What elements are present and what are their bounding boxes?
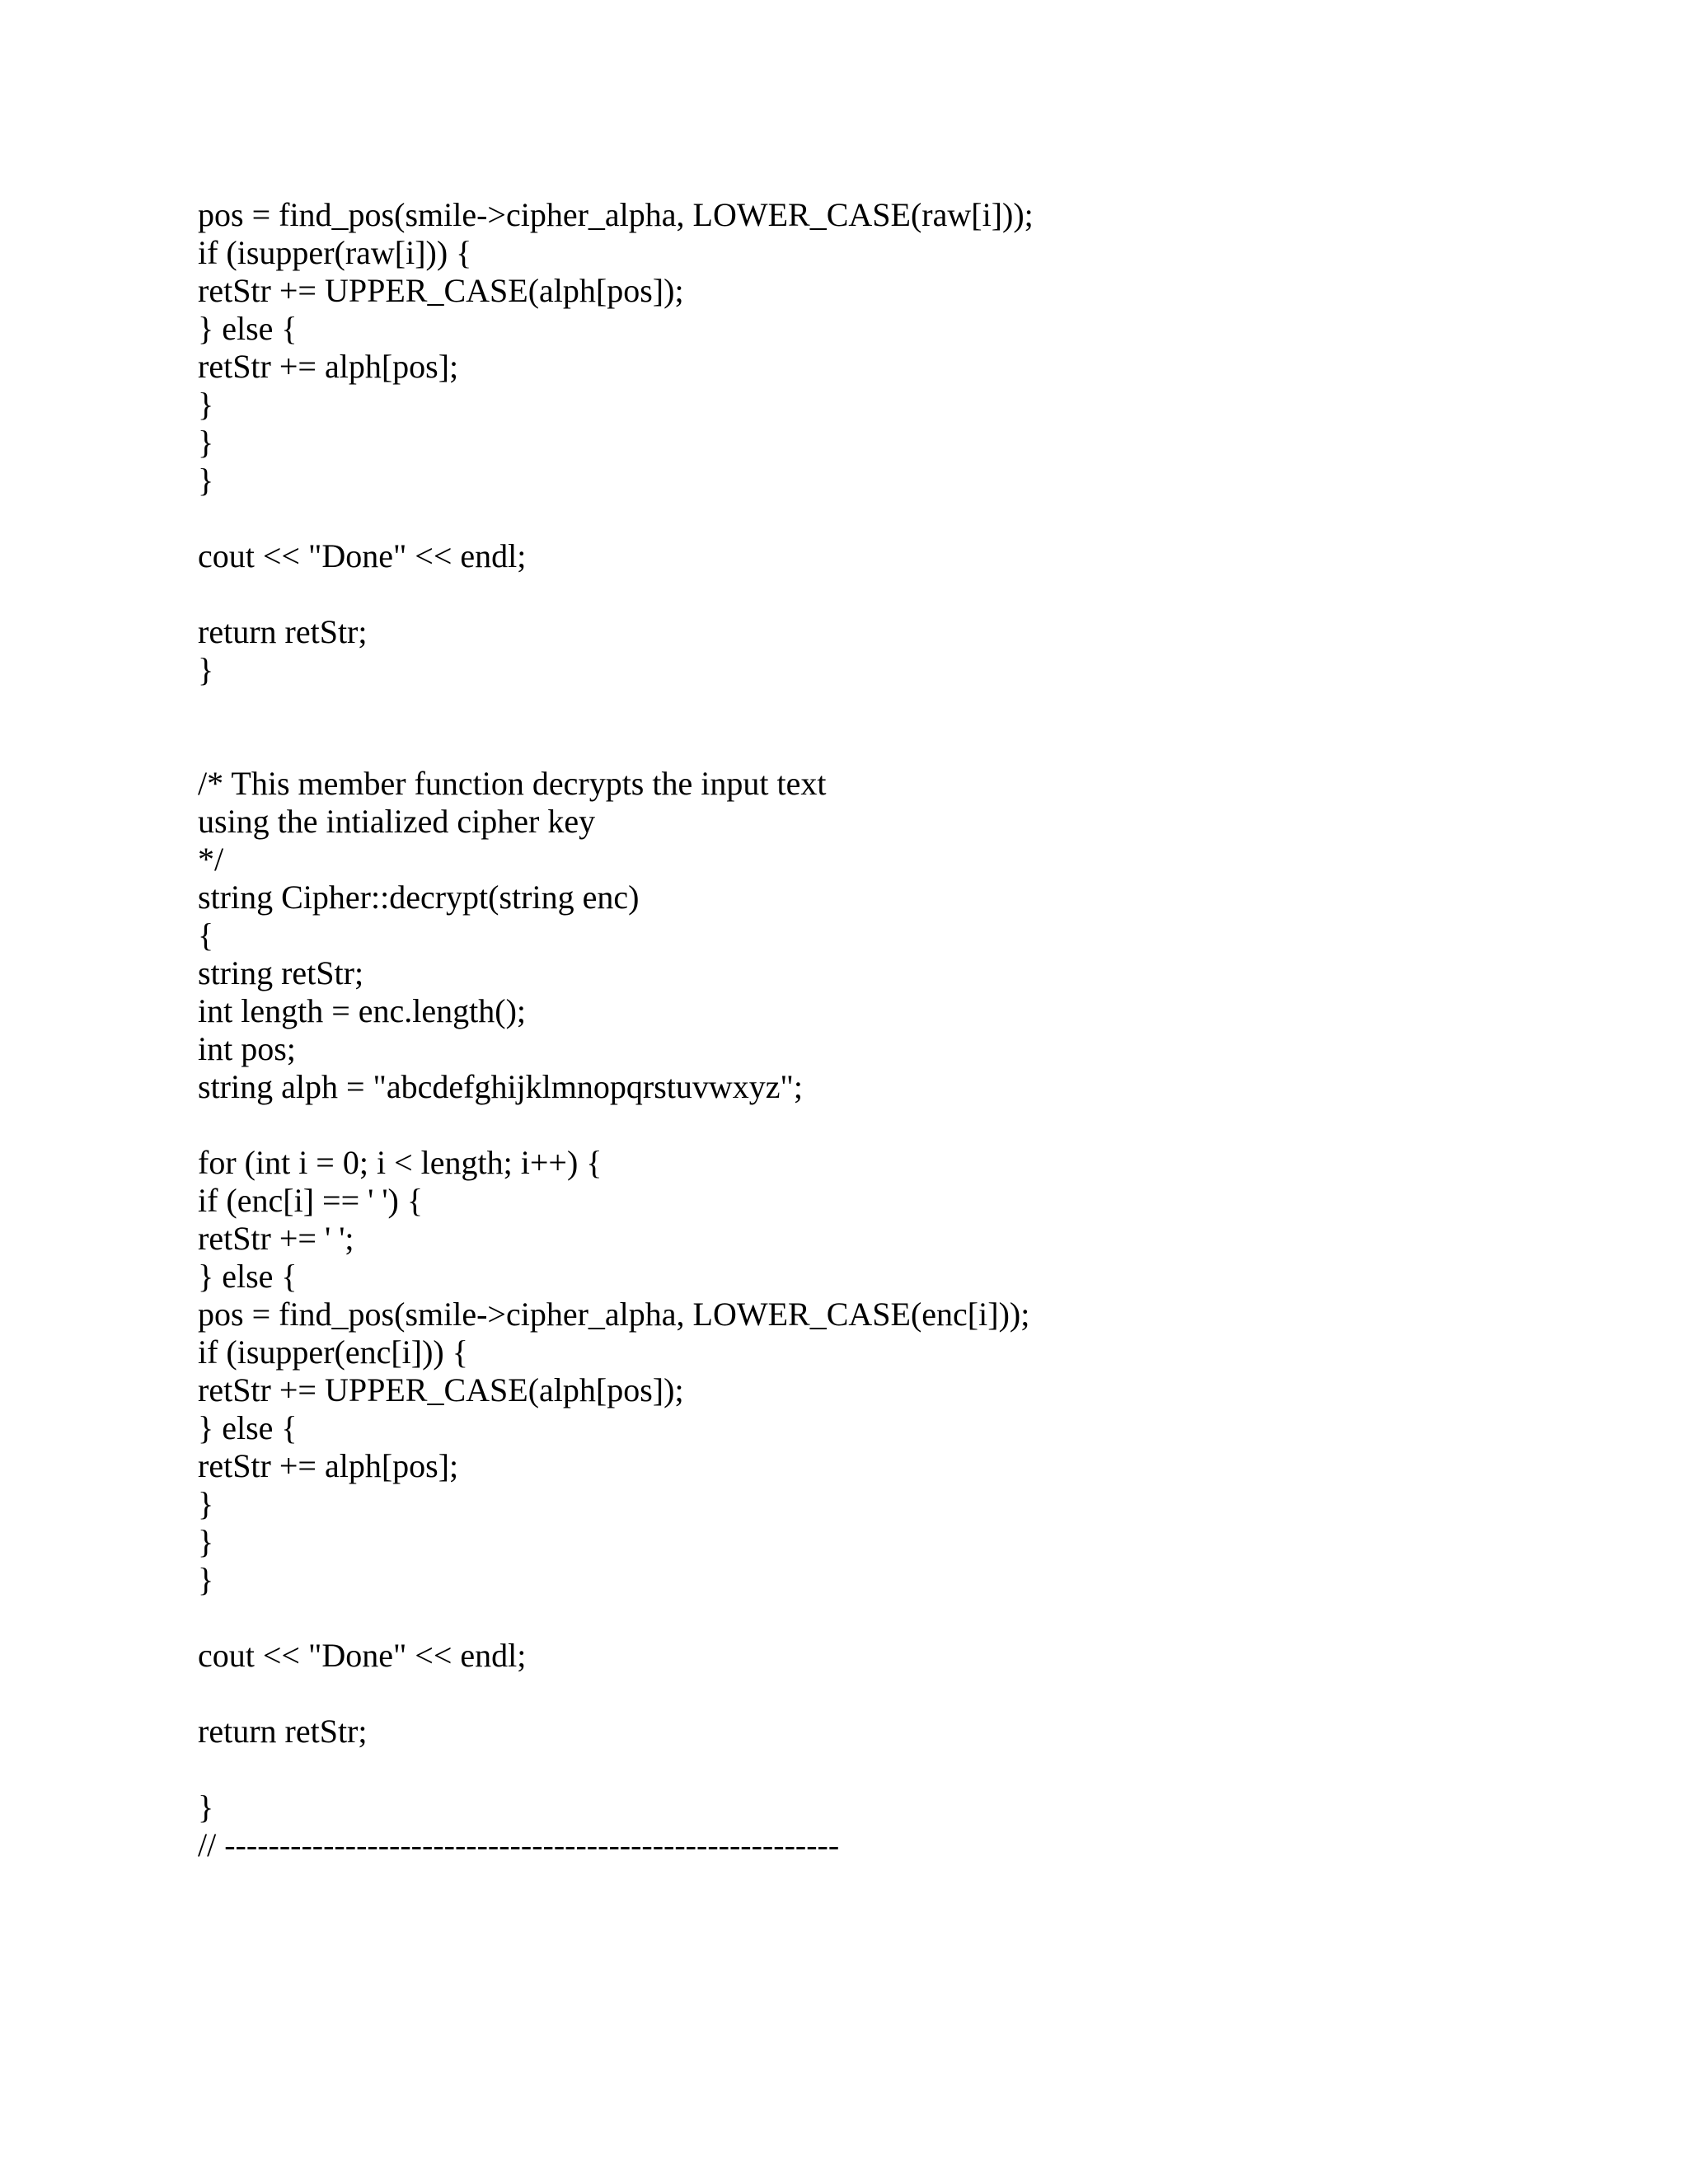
blank-line (198, 727, 1034, 765)
code-line: } (198, 1788, 214, 1825)
code-line: /* This member function decrypts the input text (198, 765, 827, 802)
blank-line (198, 575, 1034, 613)
code-line: pos = find_pos(smile->cipher_alpha, LOWER_CASE(enc[i])); (198, 1296, 1030, 1333)
code-line: string alph = "abcdefghijklmnopqrstuvwxyz"; (198, 1068, 803, 1105)
code-line: retStr += UPPER_CASE(alph[pos]); (198, 1371, 684, 1408)
code-line: { (198, 916, 214, 954)
code-line: if (isupper(enc[i])) { (198, 1333, 468, 1371)
code-line: */ (198, 841, 224, 878)
code-line: return retStr; (198, 1713, 368, 1750)
blank-line (198, 689, 1034, 727)
blank-line (198, 1599, 1034, 1637)
code-line: using the intialized cipher key (198, 803, 596, 840)
code-line: } (198, 1485, 214, 1522)
code-line: if (isupper(raw[i])) { (198, 234, 472, 271)
code-line: cout << "Done" << endl; (198, 1637, 527, 1674)
code-line: } else { (198, 310, 298, 347)
code-line: int length = enc.length(); (198, 992, 527, 1029)
code-line: retStr += alph[pos]; (198, 1447, 459, 1484)
code-line: } (198, 462, 214, 499)
code-line: } (198, 386, 214, 423)
code-line: retStr += alph[pos]; (198, 348, 459, 385)
code-listing (198, 196, 1034, 1864)
code-line: string retStr; (198, 954, 364, 991)
blank-line (198, 1750, 1034, 1788)
code-line: int pos; (198, 1030, 296, 1067)
blank-line (198, 1106, 1034, 1144)
code-line: pos = find_pos(smile->cipher_alpha, LOWER_CASE(raw[i])); (198, 196, 1034, 233)
code-line: } (198, 424, 214, 461)
code-line: } (198, 651, 214, 688)
code-line: retStr += UPPER_CASE(alph[pos]); (198, 272, 684, 309)
code-line: string Cipher::decrypt(string enc) (198, 879, 640, 916)
blank-line (198, 499, 1034, 537)
code-line: // -------------------------------------------------------- (198, 1826, 840, 1863)
code-line: } (198, 1523, 214, 1560)
code-line: for (int i = 0; i < length; i++) { (198, 1144, 603, 1181)
code-line: return retStr; (198, 613, 368, 650)
code-line: } else { (198, 1409, 298, 1446)
blank-line (198, 1675, 1034, 1713)
code-line: if (enc[i] == ' ') { (198, 1182, 424, 1219)
code-line: } (198, 1561, 214, 1598)
code-line: cout << "Done" << endl; (198, 537, 527, 574)
code-line: retStr += ' '; (198, 1220, 354, 1257)
code-line: } else { (198, 1258, 298, 1295)
